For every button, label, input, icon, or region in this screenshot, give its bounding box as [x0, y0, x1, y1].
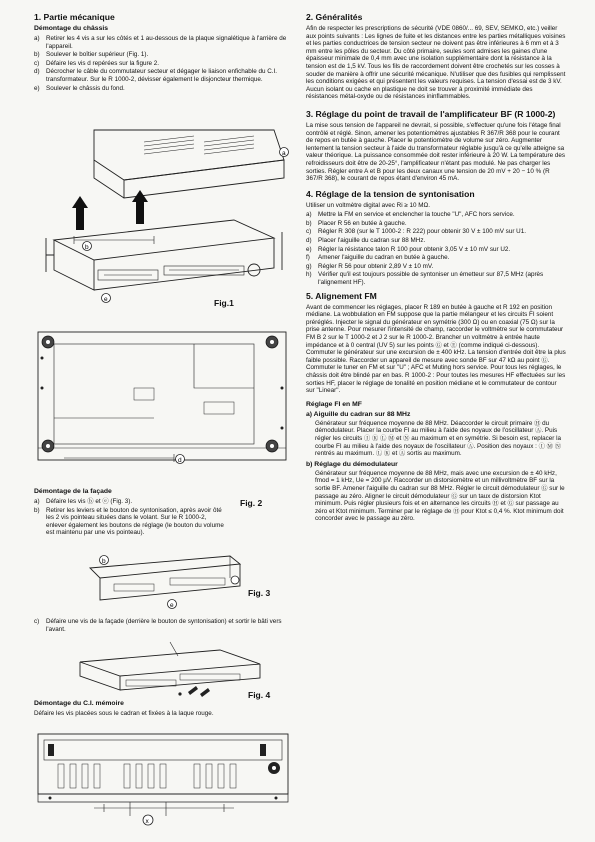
chassis-step-item-key: c) — [34, 59, 40, 67]
figure-3-drawing — [80, 548, 250, 608]
chassis-step-item-text: Décrocher le câble du commutateur secteur et dégager le liaison enfichable du C.I. transformateur. Sur le R 1000-2, dévisser également le disjoncteur thermique. — [46, 68, 278, 83]
fi-title: Réglage FI en MF — [306, 400, 362, 408]
chassis-step-item-key: d) — [34, 68, 40, 76]
section-2-text: Afin de respecter les prescriptions de sécurité (VDE 0860/... 69, SEV, SEMKO, etc.) veiller aux points suivants : Les lignes de fuite et les distances entre les parties métalliques voisines et les parties conductrices de tension secteur ne doivent pas être inférieures à 6 mm et à 3 mm entre les pôles du secteur. Du côté primaire, seules sont admises les gaines d'une épaisseur minimale de 0,4 mm avec une isolation supplémentaire dont la résistance à la tension est de 1,5 kV. Tous les fils de raccordement doivent être crochetés sur les cosses à souder de manière à offrir une sécurité mécanique. N'utiliser que des fusibles qui remplissent les conditions exigées et qui présentent les valeurs requises. La tension d'essai est de 3 kV. Aucun isolant ou cache en plastique ne doit se trouver à proximité immédiate des résistances métal-oxyde ou de résistances ininflammables. — [306, 25, 566, 101]
fi-a-text: Générateur sur fréquence moyenne de 88 MHz. Déaccorder le circuit primaire Ⓗ du démodulateur. Placer la courbe FI au milieu à l'aide des noyaux de l'oscillateur Ⓐ. Puis régler les circuits Ⓘ Ⓚ Ⓛ Ⓜ et Ⓝ au maximum et en symétrie. Si besoin est, replacer la courbe FI au milieu à l'aide des noyaux de l'oscillateur Ⓐ. Position des noyaux : Ⓘ Ⓜ Ⓝ rentrés au maximum. Ⓛ Ⓚ et Ⓐ sortis au maximum. — [315, 419, 562, 458]
facade-step-item-text: Défaire les vis ⓑ et ⓔ (Fig. 3). — [46, 498, 133, 505]
chassis-steps — [34, 35, 292, 92]
facade-step-item-text: Retirer les leviers et le bouton de syntonisation, après avoir ôté les 2 vis pointeau situées dans le volant. Sur le R 1000-2, enlever également les boutons de réglage (le bouton du volume est maintenu par une vis pointeau). — [46, 506, 224, 537]
figure-1-label: Fig.1 — [214, 298, 234, 308]
memoire-section — [34, 700, 292, 720]
memory-board-drawing — [34, 724, 296, 834]
chassis-step-item-text: Soulever le boîtier supérieur (Fig. 1). — [46, 51, 149, 59]
figure-2-label: Fig. 2 — [240, 498, 263, 508]
tuning-step-item-text: Régler la résistance talon R 100 pour obtenir 3,05 V ± 10 mV sur U2. — [318, 245, 511, 253]
facade-steps — [34, 498, 224, 537]
facade-step-item-key: a) — [34, 498, 40, 505]
tuning-step-item — [306, 211, 566, 219]
chassis-step-item — [34, 51, 292, 59]
tuning-step-item-key: c) — [306, 228, 312, 236]
tuning-step-item-text: Placer R 56 en butée à gauche. — [318, 219, 407, 227]
fig3-callout-e: e — [170, 602, 174, 609]
figure-1-drawing — [34, 120, 292, 305]
figure-3-label: Fig. 3 — [248, 588, 271, 598]
fi-b-text: Générateur sur fréquence moyenne de 88 MHz, mais avec une excursion de ± 40 kHz, fmod = 1 kHz, Ue = 200 µV. Raccorder un distorsiomètre et un millivoltmètre BF sur la sortie BF. Amener l'aiguille du cadran sur 88 MHz. Régler le circuit démodulateur Ⓖ sur le passage au zéro. Aligner le circuit démodulateur Ⓖ sur un taux de distorsion Ktot minimum. Puis régler plusieurs fois et en alternance les circuits Ⓗ et Ⓖ sur passage au zéro et Ktot minimum. Terminer par le réglage de Ⓗ pour Ktot ≤ 0,4 %. Ktot minimum doit concorder avec le passage au zéro. — [315, 469, 565, 523]
memoire-text: Défaire les vis placées sous le cadran et fixées à la laque rouge. — [34, 710, 214, 717]
tuning-step-item — [306, 237, 566, 245]
figure-4-label: Fig. 4 — [248, 690, 271, 700]
chassis-step-item — [34, 68, 292, 83]
tuning-step-item-text: Régler R 308 (sur le T 1000-2 : R 222) pour obtenir 30 V ± 100 mV sur U1. — [318, 228, 526, 236]
chassis-step-item-text: Soulever le châssis du fond. — [46, 84, 125, 92]
facade-section — [34, 488, 224, 538]
section-3-text: La mise sous tension de l'appareil ne devrait, si possible, s'effectuer qu'une fois l'étage final contrôlé et réglé. Sinon, amener les potentiomètres ajustables R 367/R 368 pour le courant de repos en butée à gauche. Placer le potentiomètre de volume sur zéro. Augmenter lentement la tension secteur à l'aide du transformateur réglable jusqu'à ce qu'elle atteigne sa valeur théorique. La puissance consommée doit rester inférieure à 20 W. La température des refroidisseurs doit être de 20-25°, l'amplificateur n'étant pas modulé. Ne pas charger les sorties. Régler entre A et B pour les deux canaux une tension de 20 mV + 20 − 10 % (R 367/R 368), le courant de repos étant d'environ 45 mA. — [306, 121, 566, 183]
chassis-step-item — [34, 35, 292, 50]
section-1-title: 1. Partie mécanique — [34, 12, 115, 22]
tuning-step-item — [306, 220, 566, 228]
chassis-subtitle: Démontage du châssis — [34, 25, 109, 32]
callout-a: a — [282, 150, 286, 157]
memoire-title: Démontage du C.I. mémoire — [34, 700, 124, 707]
figure-4-drawing — [70, 636, 270, 698]
tuning-step-item-text: Vérifier qu'il est toujours possible de syntoniser un émetteur sur 87,5 MHz (après l'alignement HF). — [318, 271, 544, 287]
facade-step-c — [34, 618, 292, 634]
chassis-step-item-text: Retirer les 4 vis a sur les côtés et 1 au-dessous de la plaque signalétique à l'arrière de l'appareil. — [46, 35, 287, 50]
fi-a-title: a) Aiguille du cadran sur 88 MHz — [306, 410, 411, 418]
tuning-step-item-key: d) — [306, 237, 312, 245]
tuning-step-item-key: f) — [306, 254, 310, 262]
section-4-steps — [306, 211, 566, 286]
tuning-step-item — [306, 254, 566, 262]
section-5-title: 5. Alignement FM — [306, 290, 377, 301]
tuning-step-item-text: Mettre la FM en service et enclencher la touche "U", AFC hors service. — [318, 211, 515, 219]
chassis-step-item-key: b) — [34, 51, 40, 59]
section-3-title: 3. Réglage du point de travail de l'amplificateur BF (R 1000-2) — [306, 108, 556, 119]
callout-x: x — [145, 818, 149, 825]
tuning-step-item-key: e) — [306, 245, 312, 253]
chassis-step-item — [34, 85, 292, 93]
tuning-step-item — [306, 228, 566, 236]
facade-step-item — [34, 507, 224, 537]
tuning-step-item-key: g) — [306, 262, 312, 270]
section-5-text: Avant de commencer les réglages, placer R 189 en butée à gauche et R 192 en position médiane. La wobbulation en FM suppose que la partie mélangeur et les circuits FI soient préréglés. Injecter le signal du générateur en symétrie (300 Ω) ou en coaxial (75 Ω) sur la prise antenne. Pour mesurer l'intensité de champ, raccorder le voltmètre sur le commutateur FM B 2 sur le T 1000-2 et J 2 sur le R 1000-2. Brancher un voltmètre à entrée haute impédance et à 0 central (UV 5) sur les points Ⓖ et Ⓔ (comme indiqué ci-dessous). Commuter le générateur sur une excursion de ± 400 kHz. La tension d'entrée doit être la plus faible possible. Raccorder un appareil de mesure avec sonde BF sur 47 kΩ au point Ⓖ. Commuter le tuner en FM et sur "U" ; AFC et Muting hors service. Pour tous les réglages, le châssis doit être blindé par en bas. R 1000-2 : Pour toutes les mesures HF effectuées sur les sorties HF, placer le réglage de tonalité en position médiane et le commutateur de contour sur "Linear". — [306, 303, 566, 395]
tuning-step-item-key: a) — [306, 211, 312, 219]
tuning-step-item — [306, 263, 566, 271]
facade-title: Démontage de la façade — [34, 488, 112, 495]
chassis-step-item-key: e) — [34, 84, 40, 92]
section-4-intro: Utiliser un voltmètre digital avec Ri ≥ 10 MΩ. — [306, 201, 430, 209]
facade-step-item — [34, 498, 224, 506]
tuning-step-item — [306, 246, 566, 254]
chassis-step-item-text: Défaire les vis d repérées sur la figure 2. — [46, 59, 160, 67]
tuning-step-item-text: Régler R 56 pour obtenir 2,89 V ± 10 mV. — [318, 262, 434, 270]
tuning-step-item-text: Placer l'aiguille du cadran sur 88 MHz. — [318, 237, 426, 245]
chassis-step-item-key: a) — [34, 35, 40, 42]
callout-e: e — [104, 296, 108, 303]
tuning-step-item — [306, 271, 566, 286]
tuning-step-item-key: h) — [306, 271, 312, 279]
tuning-step-item-key: b) — [306, 219, 312, 227]
right-column — [306, 12, 566, 525]
figure-2-drawing — [34, 328, 296, 468]
callout-d: d — [178, 457, 182, 464]
step-c-text: Défaire une vis de la façade (derrière le bouton de syntonisation) et sortir le bâti vers l'avant. — [46, 618, 282, 633]
chassis-step-item — [34, 60, 292, 68]
step-c-key: c) — [34, 618, 40, 625]
fi-b-title: b) Réglage du démodulateur — [306, 460, 398, 468]
left-column — [34, 12, 292, 93]
callout-b: b — [85, 244, 89, 251]
section-2-title: 2. Généralités — [306, 12, 363, 22]
tuning-step-item-text: Amener l'aiguille du cadran en butée à gauche. — [318, 254, 450, 262]
facade-step-item-key: b) — [34, 506, 40, 514]
section-4-title: 4. Réglage de la tension de syntonisation — [306, 188, 475, 199]
fig3-callout-b: b — [102, 558, 106, 565]
